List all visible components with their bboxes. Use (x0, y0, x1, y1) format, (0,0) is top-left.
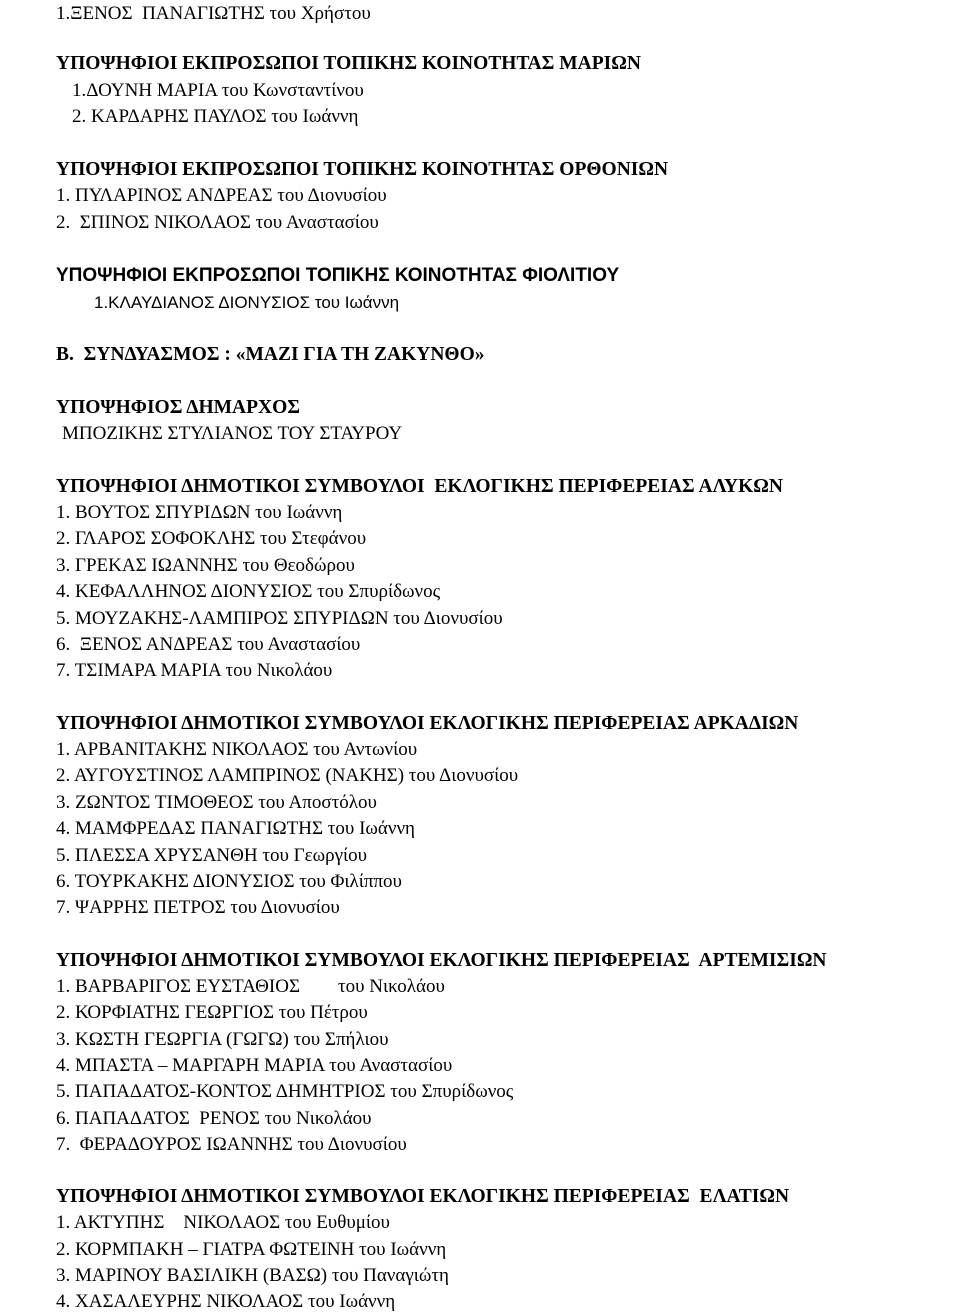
mayor-name: ΜΠΟΖΙΚΗΣ ΣΤΥΛΙΑΝΟΣ ΤΟΥ ΣΤΑΥΡΟΥ (62, 423, 403, 444)
list-item: 2. ΚΟΡΦΙΑΤΗΣ ΓΕΩΡΓΙΟΣ του Πέτρου (56, 1002, 368, 1023)
top-candidate: 1.ΞΕΝΟΣ ΠΑΝΑΓΙΩΤΗΣ του Χρήστου (56, 3, 371, 24)
list-item: 3. ΓΡΕΚΑΣ ΙΩΑΝΝΗΣ του Θεοδώρου (56, 555, 355, 576)
list-item: 7. ΦΕΡΑΔΟΥΡΟΣ ΙΩΑΝΝΗΣ του Διονυσίου (56, 1134, 407, 1155)
list-item: 7. ΤΣΙΜΑΡΑ ΜΑΡΙΑ του Νικολάου (56, 660, 333, 681)
list-item: 3. ΖΩΝΤΟΣ ΤΙΜΟΘΕΟΣ του Αποστόλου (56, 792, 377, 813)
list-item: 1.ΚΛΑΥΔΙΑΝΟΣ ΔΙΟΝΥΣΙΟΣ του Ιωάννη (94, 293, 400, 312)
list-item: 1. ΒΑΡΒΑΡΙΓΟΣ ΕΥΣΤΑΘΙΟΣ του Νικολάου (56, 976, 445, 997)
list-item: 2. ΚΑΡΔΑΡΗΣ ΠΑΥΛΟΣ του Ιωάννη (72, 106, 359, 127)
marion-heading: ΥΠΟΨΗΦΙΟΙ ΕΚΠΡΟΣΩΠΟΙ ΤΟΠΙΚΗΣ ΚΟΙΝΟΤΗΤΑΣ ΜΑΡΙΩΝ (56, 53, 641, 74)
list-item: 1.ΔΟΥΝΗ ΜΑΡΙΑ του Κωνσταντίνου (72, 80, 364, 101)
fiolitiou-heading: ΥΠΟΨΗΦΙΟΙ ΕΚΠΡΟΣΩΠΟΙ ΤΟΠΙΚΗΣ ΚΟΙΝΟΤΗΤΑΣ ΦΙΟΛΙΤΙΟΥ (56, 265, 620, 286)
list-item: 2. ΓΛΑΡΟΣ ΣΟΦΟΚΛΗΣ του Στεφάνου (56, 528, 367, 549)
list-item: 4. ΜΠΑΣΤΑ – ΜΑΡΓΑΡΗ ΜΑΡΙΑ του Αναστασίου (56, 1055, 453, 1076)
list-item: 2. ΣΠΙΝΟΣ ΝΙΚΟΛΑΟΣ του Αναστασίου (56, 212, 379, 233)
list-item: 3. ΚΩΣΤΗ ΓΕΩΡΓΙΑ (ΓΩΓΩ) του Σπήλιου (56, 1029, 389, 1050)
list-item: 4. ΜΑΜΦΡΕΔΑΣ ΠΑΝΑΓΙΩΤΗΣ του Ιωάννη (56, 818, 415, 839)
list-item: 6. ΤΟΥΡΚΑΚΗΣ ΔΙΟΝΥΣΙΟΣ του Φιλίππου (56, 871, 402, 892)
list-item: 4. ΧΑΣΑΛΕΥΡΗΣ ΝΙΚΟΛΑΟΣ του Ιωάννη (56, 1291, 396, 1312)
list-item: 5. ΜΟΥΖΑΚΗΣ-ΛΑΜΠΙΡΟΣ ΣΠΥΡΙΔΩΝ του Διονυσίου (56, 608, 503, 629)
list-item: 6. ΠΑΠΑΔΑΤΟΣ ΡΕΝΟΣ του Νικολάου (56, 1108, 372, 1129)
list-item: 4. ΚΕΦΑΛΛΗΝΟΣ ΔΙΟΝΥΣΙΟΣ του Σπυρίδωνος (56, 581, 441, 602)
coalition-title: Β. ΣΥΝΔΥΑΣΜΟΣ : «ΜΑΖΙ ΓΙΑ ΤΗ ΖΑΚΥΝΘΟ» (56, 344, 485, 365)
arkadion-heading: ΥΠΟΨΗΦΙΟΙ ΔΗΜΟΤΙΚΟΙ ΣΥΜΒΟΥΛΟΙ ΕΚΛΟΓΙΚΗΣ ΠΕΡΙΦΕΡΕΙΑΣ ΑΡΚΑΔΙΩΝ (56, 713, 799, 734)
artemision-heading: ΥΠΟΨΗΦΙΟΙ ΔΗΜΟΤΙΚΟΙ ΣΥΜΒΟΥΛΟΙ ΕΚΛΟΓΙΚΗΣ ΠΕΡΙΦΕΡΕΙΑΣ ΑΡΤΕΜΙΣΙΩΝ (56, 950, 827, 971)
mayor-heading: ΥΠΟΨΗΦΙΟΣ ΔΗΜΑΡΧΟΣ (56, 397, 301, 418)
list-item: 6. ΞΕΝΟΣ ΑΝΔΡΕΑΣ του Αναστασίου (56, 634, 361, 655)
list-item: 5. ΠΛΕΣΣΑ ΧΡΥΣΑΝΘΗ του Γεωργίου (56, 845, 368, 866)
list-item: 2. ΚΟΡΜΠΑΚΗ – ΓΙΑΤΡΑ ΦΩΤΕΙΝΗ του Ιωάννη (56, 1239, 447, 1260)
list-item: 5. ΠΑΠΑΔΑΤΟΣ-ΚΟΝΤΟΣ ΔΗΜΗΤΡΙΟΣ του Σπυρίδωνος (56, 1081, 514, 1102)
orthonion-heading: ΥΠΟΨΗΦΙΟΙ ΕΚΠΡΟΣΩΠΟΙ ΤΟΠΙΚΗΣ ΚΟΙΝΟΤΗΤΑΣ ΟΡΘΟΝΙΩΝ (56, 159, 669, 180)
elation-heading: ΥΠΟΨΗΦΙΟΙ ΔΗΜΟΤΙΚΟΙ ΣΥΜΒΟΥΛΟΙ ΕΚΛΟΓΙΚΗΣ ΠΕΡΙΦΕΡΕΙΑΣ ΕΛΑΤΙΩΝ (56, 1186, 790, 1207)
list-item: 2. ΑΥΓΟΥΣΤΙΝΟΣ ΛΑΜΠΡΙΝΟΣ (ΝΑΚΗΣ) του Διονυσίου (56, 765, 519, 786)
list-item: 1. ΠΥΛΑΡΙΝΟΣ ΑΝΔΡΕΑΣ του Διονυσίου (56, 185, 387, 206)
list-item: 3. ΜΑΡΙΝΟΥ ΒΑΣΙΛΙΚΗ (ΒΑΣΩ) του Παναγιώτη (56, 1265, 449, 1286)
list-item: 1. ΒΟΥΤΟΣ ΣΠΥΡΙΔΩΝ του Ιωάννη (56, 502, 343, 523)
list-item: 7. ΨΑΡΡΗΣ ΠΕΤΡΟΣ του Διονυσίου (56, 897, 340, 918)
list-item: 1. ΑΡΒΑΝΙΤΑΚΗΣ ΝΙΚΟΛΑΟΣ του Αντωνίου (56, 739, 418, 760)
alykon-heading: ΥΠΟΨΗΦΙΟΙ ΔΗΜΟΤΙΚΟΙ ΣΥΜΒΟΥΛΟΙ ΕΚΛΟΓΙΚΗΣ ΠΕΡΙΦΕΡΕΙΑΣ ΑΛΥΚΩΝ (56, 476, 783, 497)
list-item: 1. ΑΚΤΥΠΗΣ ΝΙΚΟΛΑΟΣ του Ευθυμίου (56, 1212, 390, 1233)
